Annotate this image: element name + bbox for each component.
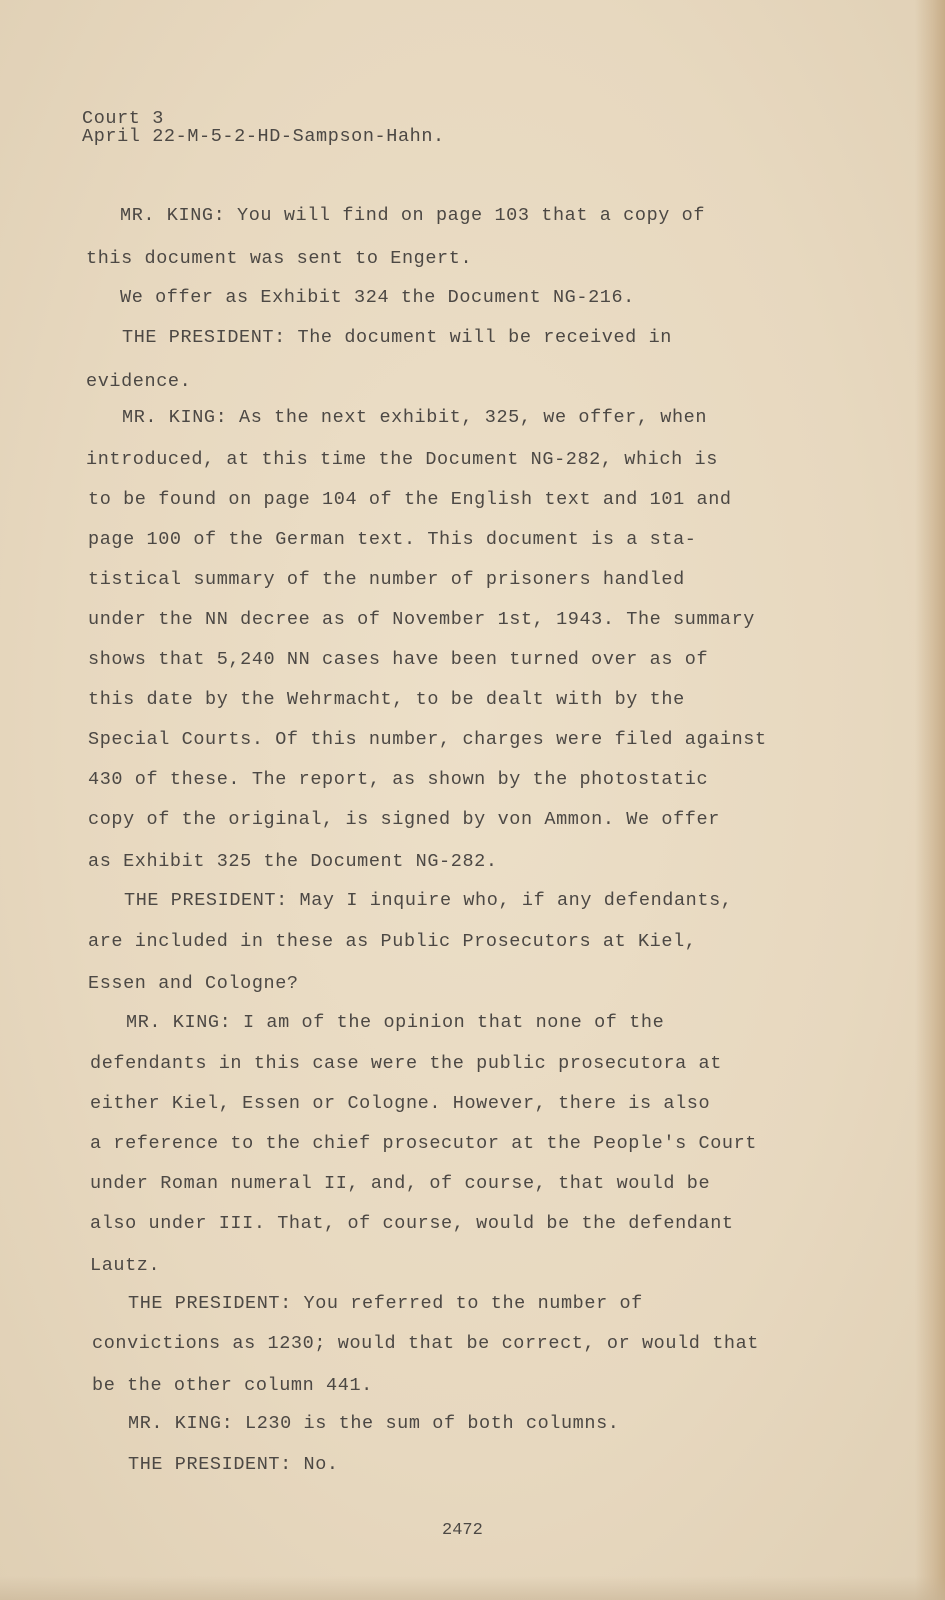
transcript-line: 430 of these. The report, as shown by the photostatic [88, 769, 709, 790]
transcript-line: to be found on page 104 of the English text and 101 and [88, 489, 732, 510]
transcript-line: We offer as Exhibit 324 the Document NG-216. [120, 287, 635, 308]
transcript-line: also under III. That, of course, would be the defendant [90, 1213, 734, 1234]
transcript-line: MR. KING: As the next exhibit, 325, we offer, when [122, 407, 708, 428]
transcript-line: THE PRESIDENT: You referred to the number of [128, 1293, 643, 1314]
paper-edge-shadow [915, 0, 945, 1600]
transcript-line: a reference to the chief prosecutor at the People's Court [90, 1133, 758, 1154]
transcript-line: THE PRESIDENT: The document will be received in [122, 327, 672, 348]
transcript-line: MR. KING: L230 is the sum of both columns. [128, 1413, 620, 1434]
session-reference: April 22-M-5-2-HD-Sampson-Hahn. [82, 126, 445, 147]
transcript-line: copy of the original, is signed by von Ammon. We offer [88, 809, 720, 830]
transcript-line: introduced, at this time the Document NG-282, which is [86, 449, 718, 470]
transcript-line: are included in these as Public Prosecutors at Kiel, [88, 931, 697, 952]
transcript-line: THE PRESIDENT: No. [128, 1454, 339, 1475]
transcript-line: tistical summary of the number of prisoners handled [88, 569, 685, 590]
transcript-line: under the NN decree as of November 1st, 1943. The summary [88, 609, 756, 630]
transcript-line: as Exhibit 325 the Document NG-282. [88, 851, 498, 872]
court-number: Court 3 [82, 108, 164, 129]
transcript-line: shows that 5,240 NN cases have been turned over as of [88, 649, 709, 670]
transcript-line: Special Courts. Of this number, charges were filed against [88, 729, 767, 750]
transcript-line: this document was sent to Engert. [86, 248, 473, 269]
transcript-line: Essen and Cologne? [88, 973, 299, 994]
transcript-line: convictions as 1230; would that be correct, or would that [92, 1333, 760, 1354]
page-number: 2472 [442, 1521, 483, 1540]
transcript-line: THE PRESIDENT: May I inquire who, if any defendants, [124, 890, 733, 911]
transcript-line: be the other column 441. [92, 1375, 373, 1396]
transcript-line: Lautz. [90, 1255, 161, 1276]
transcript-line: either Kiel, Essen or Cologne. However, there is also [90, 1093, 711, 1114]
transcript-line: MR. KING: I am of the opinion that none of the [126, 1012, 665, 1033]
paper-bottom-edge [0, 1576, 945, 1600]
transcript-line: MR. KING: You will find on page 103 that a copy of [120, 205, 706, 226]
transcript-line: under Roman numeral II, and, of course, that would be [90, 1173, 711, 1194]
transcript-line: defendants in this case were the public prosecutora at [90, 1053, 722, 1074]
transcript-line: page 100 of the German text. This document is a sta- [88, 529, 697, 550]
transcript-line: this date by the Wehrmacht, to be dealt with by the [88, 689, 685, 710]
transcript-line: evidence. [86, 371, 192, 392]
